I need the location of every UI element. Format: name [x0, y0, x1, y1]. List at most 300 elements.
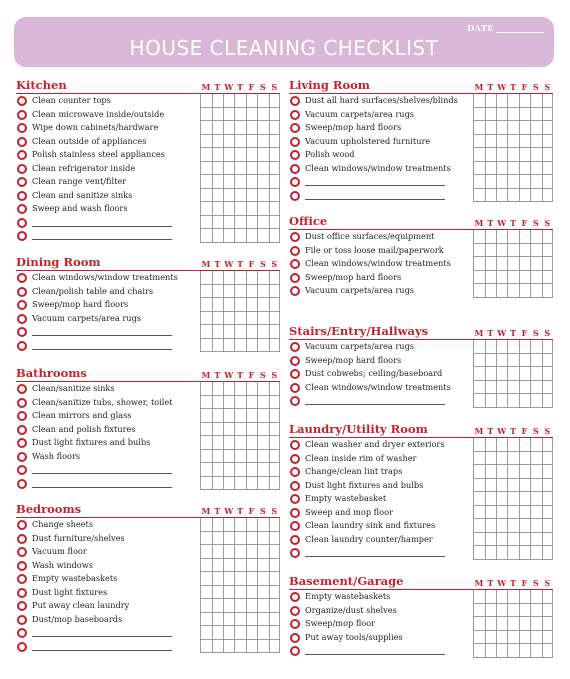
day-checkbox-cell[interactable] [246, 325, 257, 339]
day-checkbox-cell[interactable] [246, 229, 257, 243]
day-checkbox-cell[interactable] [246, 626, 257, 640]
day-checkbox-cell[interactable] [473, 519, 484, 533]
day-checkbox-cell[interactable] [530, 284, 541, 298]
day-checkbox-cell[interactable] [234, 626, 245, 640]
day-checkbox-cell[interactable] [212, 135, 223, 149]
day-checkbox-cell[interactable] [519, 230, 530, 244]
day-checkbox-cell[interactable] [530, 519, 541, 533]
day-checkbox-cell[interactable] [212, 518, 223, 532]
day-checkbox-cell[interactable] [542, 257, 553, 271]
day-checkbox-cell[interactable] [542, 162, 553, 176]
day-checkbox-cell[interactable] [212, 586, 223, 600]
day-checkbox-cell[interactable] [223, 162, 234, 176]
day-checkbox-cell[interactable] [473, 108, 484, 122]
day-checkbox-cell[interactable] [530, 257, 541, 271]
day-checkbox-cell[interactable] [519, 506, 530, 520]
day-checkbox-cell[interactable] [530, 381, 541, 395]
day-checkbox-cell[interactable] [257, 162, 268, 176]
day-checkbox-cell[interactable] [200, 396, 211, 410]
day-checkbox-cell[interactable] [530, 121, 541, 135]
day-checkbox-cell[interactable] [507, 257, 518, 271]
day-checkbox-cell[interactable] [496, 533, 507, 547]
circle-checkbox-icon[interactable] [17, 574, 27, 584]
day-checkbox-cell[interactable] [542, 394, 553, 408]
day-checkbox-cell[interactable] [269, 175, 280, 189]
day-checkbox-cell[interactable] [519, 244, 530, 258]
day-checkbox-cell[interactable] [496, 108, 507, 122]
day-checkbox-cell[interactable] [200, 202, 211, 216]
day-checkbox-cell[interactable] [496, 465, 507, 479]
day-checkbox-cell[interactable] [542, 94, 553, 108]
day-checkbox-cell[interactable] [530, 479, 541, 493]
day-checkbox-cell[interactable] [519, 257, 530, 271]
day-checkbox-cell[interactable] [246, 436, 257, 450]
circle-checkbox-icon[interactable] [17, 164, 27, 174]
day-checkbox-cell[interactable] [257, 175, 268, 189]
circle-checkbox-icon[interactable] [17, 191, 27, 201]
circle-checkbox-icon[interactable] [290, 494, 300, 504]
day-checkbox-cell[interactable] [496, 546, 507, 560]
day-checkbox-cell[interactable] [200, 298, 211, 312]
day-checkbox-cell[interactable] [269, 382, 280, 396]
day-checkbox-cell[interactable] [223, 202, 234, 216]
day-checkbox-cell[interactable] [485, 604, 496, 618]
circle-checkbox-icon[interactable] [290, 633, 300, 643]
day-checkbox-cell[interactable] [519, 94, 530, 108]
day-checkbox-cell[interactable] [257, 423, 268, 437]
day-checkbox-cell[interactable] [269, 121, 280, 135]
day-checkbox-cell[interactable] [530, 271, 541, 285]
day-checkbox-cell[interactable] [269, 640, 280, 654]
day-checkbox-cell[interactable] [530, 244, 541, 258]
day-checkbox-cell[interactable] [200, 108, 211, 122]
day-checkbox-cell[interactable] [542, 230, 553, 244]
circle-checkbox-icon[interactable] [17, 314, 27, 324]
day-checkbox-cell[interactable] [246, 202, 257, 216]
circle-checkbox-icon[interactable] [290, 191, 300, 201]
day-checkbox-cell[interactable] [269, 463, 280, 477]
day-checkbox-cell[interactable] [507, 465, 518, 479]
day-checkbox-cell[interactable] [496, 479, 507, 493]
day-checkbox-cell[interactable] [485, 590, 496, 604]
day-checkbox-cell[interactable] [234, 202, 245, 216]
day-checkbox-cell[interactable] [485, 367, 496, 381]
circle-checkbox-icon[interactable] [17, 628, 27, 638]
day-checkbox-cell[interactable] [234, 189, 245, 203]
day-checkbox-cell[interactable] [507, 617, 518, 631]
day-checkbox-cell[interactable] [223, 477, 234, 491]
day-checkbox-cell[interactable] [223, 271, 234, 285]
day-checkbox-cell[interactable] [212, 545, 223, 559]
circle-checkbox-icon[interactable] [290, 619, 300, 629]
day-checkbox-cell[interactable] [200, 409, 211, 423]
day-checkbox-cell[interactable] [269, 450, 280, 464]
day-checkbox-cell[interactable] [223, 572, 234, 586]
day-checkbox-cell[interactable] [212, 640, 223, 654]
blank-task-line[interactable] [32, 349, 172, 350]
day-checkbox-cell[interactable] [212, 298, 223, 312]
day-checkbox-cell[interactable] [212, 202, 223, 216]
day-checkbox-cell[interactable] [223, 545, 234, 559]
day-checkbox-cell[interactable] [485, 108, 496, 122]
day-checkbox-cell[interactable] [212, 572, 223, 586]
day-checkbox-cell[interactable] [485, 271, 496, 285]
day-checkbox-cell[interactable] [496, 135, 507, 149]
blank-task-line[interactable] [305, 654, 445, 655]
day-checkbox-cell[interactable] [234, 94, 245, 108]
day-checkbox-cell[interactable] [473, 617, 484, 631]
circle-checkbox-icon[interactable] [17, 177, 27, 187]
day-checkbox-cell[interactable] [496, 381, 507, 395]
day-checkbox-cell[interactable] [234, 436, 245, 450]
day-checkbox-cell[interactable] [507, 271, 518, 285]
day-checkbox-cell[interactable] [246, 532, 257, 546]
day-checkbox-cell[interactable] [269, 626, 280, 640]
circle-checkbox-icon[interactable] [17, 287, 27, 297]
day-checkbox-cell[interactable] [542, 519, 553, 533]
day-checkbox-cell[interactable] [234, 640, 245, 654]
day-checkbox-cell[interactable] [519, 394, 530, 408]
day-checkbox-cell[interactable] [234, 135, 245, 149]
day-checkbox-cell[interactable] [485, 244, 496, 258]
day-checkbox-cell[interactable] [234, 271, 245, 285]
day-checkbox-cell[interactable] [530, 590, 541, 604]
blank-task-line[interactable] [32, 473, 172, 474]
day-checkbox-cell[interactable] [496, 257, 507, 271]
day-checkbox-cell[interactable] [200, 450, 211, 464]
day-checkbox-cell[interactable] [223, 325, 234, 339]
day-checkbox-cell[interactable] [200, 436, 211, 450]
day-checkbox-cell[interactable] [485, 479, 496, 493]
day-checkbox-cell[interactable] [473, 492, 484, 506]
day-checkbox-cell[interactable] [223, 229, 234, 243]
day-checkbox-cell[interactable] [234, 532, 245, 546]
circle-checkbox-icon[interactable] [17, 231, 27, 241]
day-checkbox-cell[interactable] [496, 631, 507, 645]
day-checkbox-cell[interactable] [212, 108, 223, 122]
day-checkbox-cell[interactable] [257, 599, 268, 613]
day-checkbox-cell[interactable] [507, 546, 518, 560]
circle-checkbox-icon[interactable] [290, 646, 300, 656]
day-checkbox-cell[interactable] [507, 244, 518, 258]
day-checkbox-cell[interactable] [269, 298, 280, 312]
day-checkbox-cell[interactable] [485, 381, 496, 395]
day-checkbox-cell[interactable] [269, 572, 280, 586]
day-checkbox-cell[interactable] [519, 519, 530, 533]
day-checkbox-cell[interactable] [507, 108, 518, 122]
day-checkbox-cell[interactable] [530, 148, 541, 162]
day-checkbox-cell[interactable] [200, 599, 211, 613]
day-checkbox-cell[interactable] [269, 189, 280, 203]
day-checkbox-cell[interactable] [542, 148, 553, 162]
day-checkbox-cell[interactable] [269, 545, 280, 559]
day-checkbox-cell[interactable] [223, 175, 234, 189]
day-checkbox-cell[interactable] [223, 135, 234, 149]
day-checkbox-cell[interactable] [507, 644, 518, 658]
day-checkbox-cell[interactable] [485, 533, 496, 547]
day-checkbox-cell[interactable] [212, 450, 223, 464]
day-checkbox-cell[interactable] [234, 545, 245, 559]
day-checkbox-cell[interactable] [234, 586, 245, 600]
day-checkbox-cell[interactable] [542, 271, 553, 285]
day-checkbox-cell[interactable] [212, 148, 223, 162]
day-checkbox-cell[interactable] [223, 423, 234, 437]
circle-checkbox-icon[interactable] [17, 479, 27, 489]
day-checkbox-cell[interactable] [269, 518, 280, 532]
day-checkbox-cell[interactable] [507, 284, 518, 298]
circle-checkbox-icon[interactable] [17, 204, 27, 214]
day-checkbox-cell[interactable] [542, 108, 553, 122]
day-checkbox-cell[interactable] [200, 148, 211, 162]
day-checkbox-cell[interactable] [485, 617, 496, 631]
day-checkbox-cell[interactable] [473, 604, 484, 618]
day-checkbox-cell[interactable] [200, 189, 211, 203]
day-checkbox-cell[interactable] [542, 604, 553, 618]
day-checkbox-cell[interactable] [257, 229, 268, 243]
day-checkbox-cell[interactable] [496, 590, 507, 604]
date-field[interactable] [467, 23, 544, 33]
day-checkbox-cell[interactable] [223, 298, 234, 312]
day-checkbox-cell[interactable] [269, 396, 280, 410]
day-checkbox-cell[interactable] [473, 189, 484, 203]
circle-checkbox-icon[interactable] [290, 137, 300, 147]
day-checkbox-cell[interactable] [234, 216, 245, 230]
day-checkbox-cell[interactable] [200, 559, 211, 573]
day-checkbox-cell[interactable] [200, 613, 211, 627]
day-checkbox-cell[interactable] [246, 382, 257, 396]
circle-checkbox-icon[interactable] [17, 273, 27, 283]
day-checkbox-cell[interactable] [212, 532, 223, 546]
day-checkbox-cell[interactable] [212, 423, 223, 437]
day-checkbox-cell[interactable] [530, 189, 541, 203]
day-checkbox-cell[interactable] [542, 465, 553, 479]
day-checkbox-cell[interactable] [200, 285, 211, 299]
day-checkbox-cell[interactable] [212, 229, 223, 243]
day-checkbox-cell[interactable] [507, 631, 518, 645]
circle-checkbox-icon[interactable] [17, 150, 27, 160]
day-checkbox-cell[interactable] [246, 423, 257, 437]
day-checkbox-cell[interactable] [257, 436, 268, 450]
day-checkbox-cell[interactable] [257, 477, 268, 491]
day-checkbox-cell[interactable] [223, 189, 234, 203]
day-checkbox-cell[interactable] [257, 450, 268, 464]
day-checkbox-cell[interactable] [200, 94, 211, 108]
day-checkbox-cell[interactable] [485, 340, 496, 354]
day-checkbox-cell[interactable] [212, 189, 223, 203]
day-checkbox-cell[interactable] [223, 559, 234, 573]
day-checkbox-cell[interactable] [542, 546, 553, 560]
day-checkbox-cell[interactable] [473, 533, 484, 547]
day-checkbox-cell[interactable] [269, 202, 280, 216]
blank-task-line[interactable] [32, 239, 172, 240]
day-checkbox-cell[interactable] [542, 284, 553, 298]
day-checkbox-cell[interactable] [542, 189, 553, 203]
day-checkbox-cell[interactable] [223, 626, 234, 640]
day-checkbox-cell[interactable] [473, 506, 484, 520]
circle-checkbox-icon[interactable] [290, 232, 300, 242]
day-checkbox-cell[interactable] [246, 121, 257, 135]
day-checkbox-cell[interactable] [485, 438, 496, 452]
day-checkbox-cell[interactable] [485, 94, 496, 108]
day-checkbox-cell[interactable] [257, 148, 268, 162]
blank-task-line[interactable] [305, 185, 445, 186]
day-checkbox-cell[interactable] [212, 285, 223, 299]
day-checkbox-cell[interactable] [507, 189, 518, 203]
day-checkbox-cell[interactable] [246, 285, 257, 299]
day-checkbox-cell[interactable] [269, 532, 280, 546]
circle-checkbox-icon[interactable] [290, 592, 300, 602]
day-checkbox-cell[interactable] [269, 613, 280, 627]
day-checkbox-cell[interactable] [246, 175, 257, 189]
day-checkbox-cell[interactable] [519, 271, 530, 285]
day-checkbox-cell[interactable] [542, 135, 553, 149]
day-checkbox-cell[interactable] [473, 257, 484, 271]
day-checkbox-cell[interactable] [485, 452, 496, 466]
day-checkbox-cell[interactable] [234, 450, 245, 464]
day-checkbox-cell[interactable] [234, 572, 245, 586]
day-checkbox-cell[interactable] [269, 477, 280, 491]
day-checkbox-cell[interactable] [507, 340, 518, 354]
day-checkbox-cell[interactable] [200, 572, 211, 586]
circle-checkbox-icon[interactable] [17, 588, 27, 598]
circle-checkbox-icon[interactable] [17, 547, 27, 557]
day-checkbox-cell[interactable] [246, 409, 257, 423]
day-checkbox-cell[interactable] [234, 463, 245, 477]
day-checkbox-cell[interactable] [507, 590, 518, 604]
day-checkbox-cell[interactable] [234, 382, 245, 396]
day-checkbox-cell[interactable] [496, 284, 507, 298]
day-checkbox-cell[interactable] [507, 162, 518, 176]
day-checkbox-cell[interactable] [257, 572, 268, 586]
day-checkbox-cell[interactable] [530, 230, 541, 244]
circle-checkbox-icon[interactable] [290, 123, 300, 133]
day-checkbox-cell[interactable] [212, 121, 223, 135]
day-checkbox-cell[interactable] [507, 604, 518, 618]
day-checkbox-cell[interactable] [519, 492, 530, 506]
day-checkbox-cell[interactable] [485, 230, 496, 244]
circle-checkbox-icon[interactable] [17, 601, 27, 611]
day-checkbox-cell[interactable] [223, 339, 234, 353]
day-checkbox-cell[interactable] [200, 325, 211, 339]
circle-checkbox-icon[interactable] [290, 467, 300, 477]
day-checkbox-cell[interactable] [257, 216, 268, 230]
day-checkbox-cell[interactable] [542, 244, 553, 258]
circle-checkbox-icon[interactable] [290, 259, 300, 269]
day-checkbox-cell[interactable] [496, 617, 507, 631]
day-checkbox-cell[interactable] [269, 285, 280, 299]
day-checkbox-cell[interactable] [246, 162, 257, 176]
day-checkbox-cell[interactable] [473, 94, 484, 108]
day-checkbox-cell[interactable] [542, 492, 553, 506]
day-checkbox-cell[interactable] [234, 148, 245, 162]
day-checkbox-cell[interactable] [234, 339, 245, 353]
day-checkbox-cell[interactable] [223, 436, 234, 450]
day-checkbox-cell[interactable] [507, 506, 518, 520]
day-checkbox-cell[interactable] [223, 108, 234, 122]
day-checkbox-cell[interactable] [507, 438, 518, 452]
day-checkbox-cell[interactable] [496, 354, 507, 368]
day-checkbox-cell[interactable] [257, 202, 268, 216]
day-checkbox-cell[interactable] [212, 162, 223, 176]
day-checkbox-cell[interactable] [530, 644, 541, 658]
day-checkbox-cell[interactable] [257, 121, 268, 135]
day-checkbox-cell[interactable] [519, 108, 530, 122]
day-checkbox-cell[interactable] [496, 271, 507, 285]
day-checkbox-cell[interactable] [269, 325, 280, 339]
day-checkbox-cell[interactable] [519, 465, 530, 479]
day-checkbox-cell[interactable] [473, 590, 484, 604]
day-checkbox-cell[interactable] [542, 479, 553, 493]
day-checkbox-cell[interactable] [496, 604, 507, 618]
day-checkbox-cell[interactable] [200, 477, 211, 491]
day-checkbox-cell[interactable] [542, 438, 553, 452]
day-checkbox-cell[interactable] [507, 367, 518, 381]
day-checkbox-cell[interactable] [530, 631, 541, 645]
day-checkbox-cell[interactable] [542, 617, 553, 631]
day-checkbox-cell[interactable] [223, 121, 234, 135]
day-checkbox-cell[interactable] [542, 631, 553, 645]
day-checkbox-cell[interactable] [473, 354, 484, 368]
day-checkbox-cell[interactable] [473, 244, 484, 258]
day-checkbox-cell[interactable] [473, 121, 484, 135]
day-checkbox-cell[interactable] [246, 216, 257, 230]
day-checkbox-cell[interactable] [200, 162, 211, 176]
circle-checkbox-icon[interactable] [17, 327, 27, 337]
circle-checkbox-icon[interactable] [290, 396, 300, 406]
day-checkbox-cell[interactable] [496, 94, 507, 108]
day-checkbox-cell[interactable] [246, 572, 257, 586]
day-checkbox-cell[interactable] [200, 121, 211, 135]
day-checkbox-cell[interactable] [257, 285, 268, 299]
day-checkbox-cell[interactable] [269, 312, 280, 326]
day-checkbox-cell[interactable] [212, 613, 223, 627]
day-checkbox-cell[interactable] [530, 465, 541, 479]
day-checkbox-cell[interactable] [246, 189, 257, 203]
day-checkbox-cell[interactable] [200, 271, 211, 285]
day-checkbox-cell[interactable] [212, 325, 223, 339]
day-checkbox-cell[interactable] [246, 135, 257, 149]
day-checkbox-cell[interactable] [496, 644, 507, 658]
day-checkbox-cell[interactable] [530, 394, 541, 408]
circle-checkbox-icon[interactable] [17, 218, 27, 228]
circle-checkbox-icon[interactable] [17, 642, 27, 652]
day-checkbox-cell[interactable] [485, 644, 496, 658]
day-checkbox-cell[interactable] [200, 532, 211, 546]
day-checkbox-cell[interactable] [234, 175, 245, 189]
day-checkbox-cell[interactable] [212, 339, 223, 353]
circle-checkbox-icon[interactable] [17, 123, 27, 133]
day-checkbox-cell[interactable] [223, 148, 234, 162]
day-checkbox-cell[interactable] [507, 354, 518, 368]
circle-checkbox-icon[interactable] [290, 164, 300, 174]
day-checkbox-cell[interactable] [473, 438, 484, 452]
blank-task-line[interactable] [32, 636, 172, 637]
day-checkbox-cell[interactable] [234, 298, 245, 312]
day-checkbox-cell[interactable] [496, 162, 507, 176]
day-checkbox-cell[interactable] [542, 644, 553, 658]
day-checkbox-cell[interactable] [473, 631, 484, 645]
day-checkbox-cell[interactable] [234, 285, 245, 299]
day-checkbox-cell[interactable] [530, 492, 541, 506]
day-checkbox-cell[interactable] [507, 479, 518, 493]
day-checkbox-cell[interactable] [257, 518, 268, 532]
day-checkbox-cell[interactable] [212, 559, 223, 573]
day-checkbox-cell[interactable] [257, 559, 268, 573]
circle-checkbox-icon[interactable] [290, 606, 300, 616]
circle-checkbox-icon[interactable] [290, 286, 300, 296]
day-checkbox-cell[interactable] [257, 94, 268, 108]
day-checkbox-cell[interactable] [257, 396, 268, 410]
